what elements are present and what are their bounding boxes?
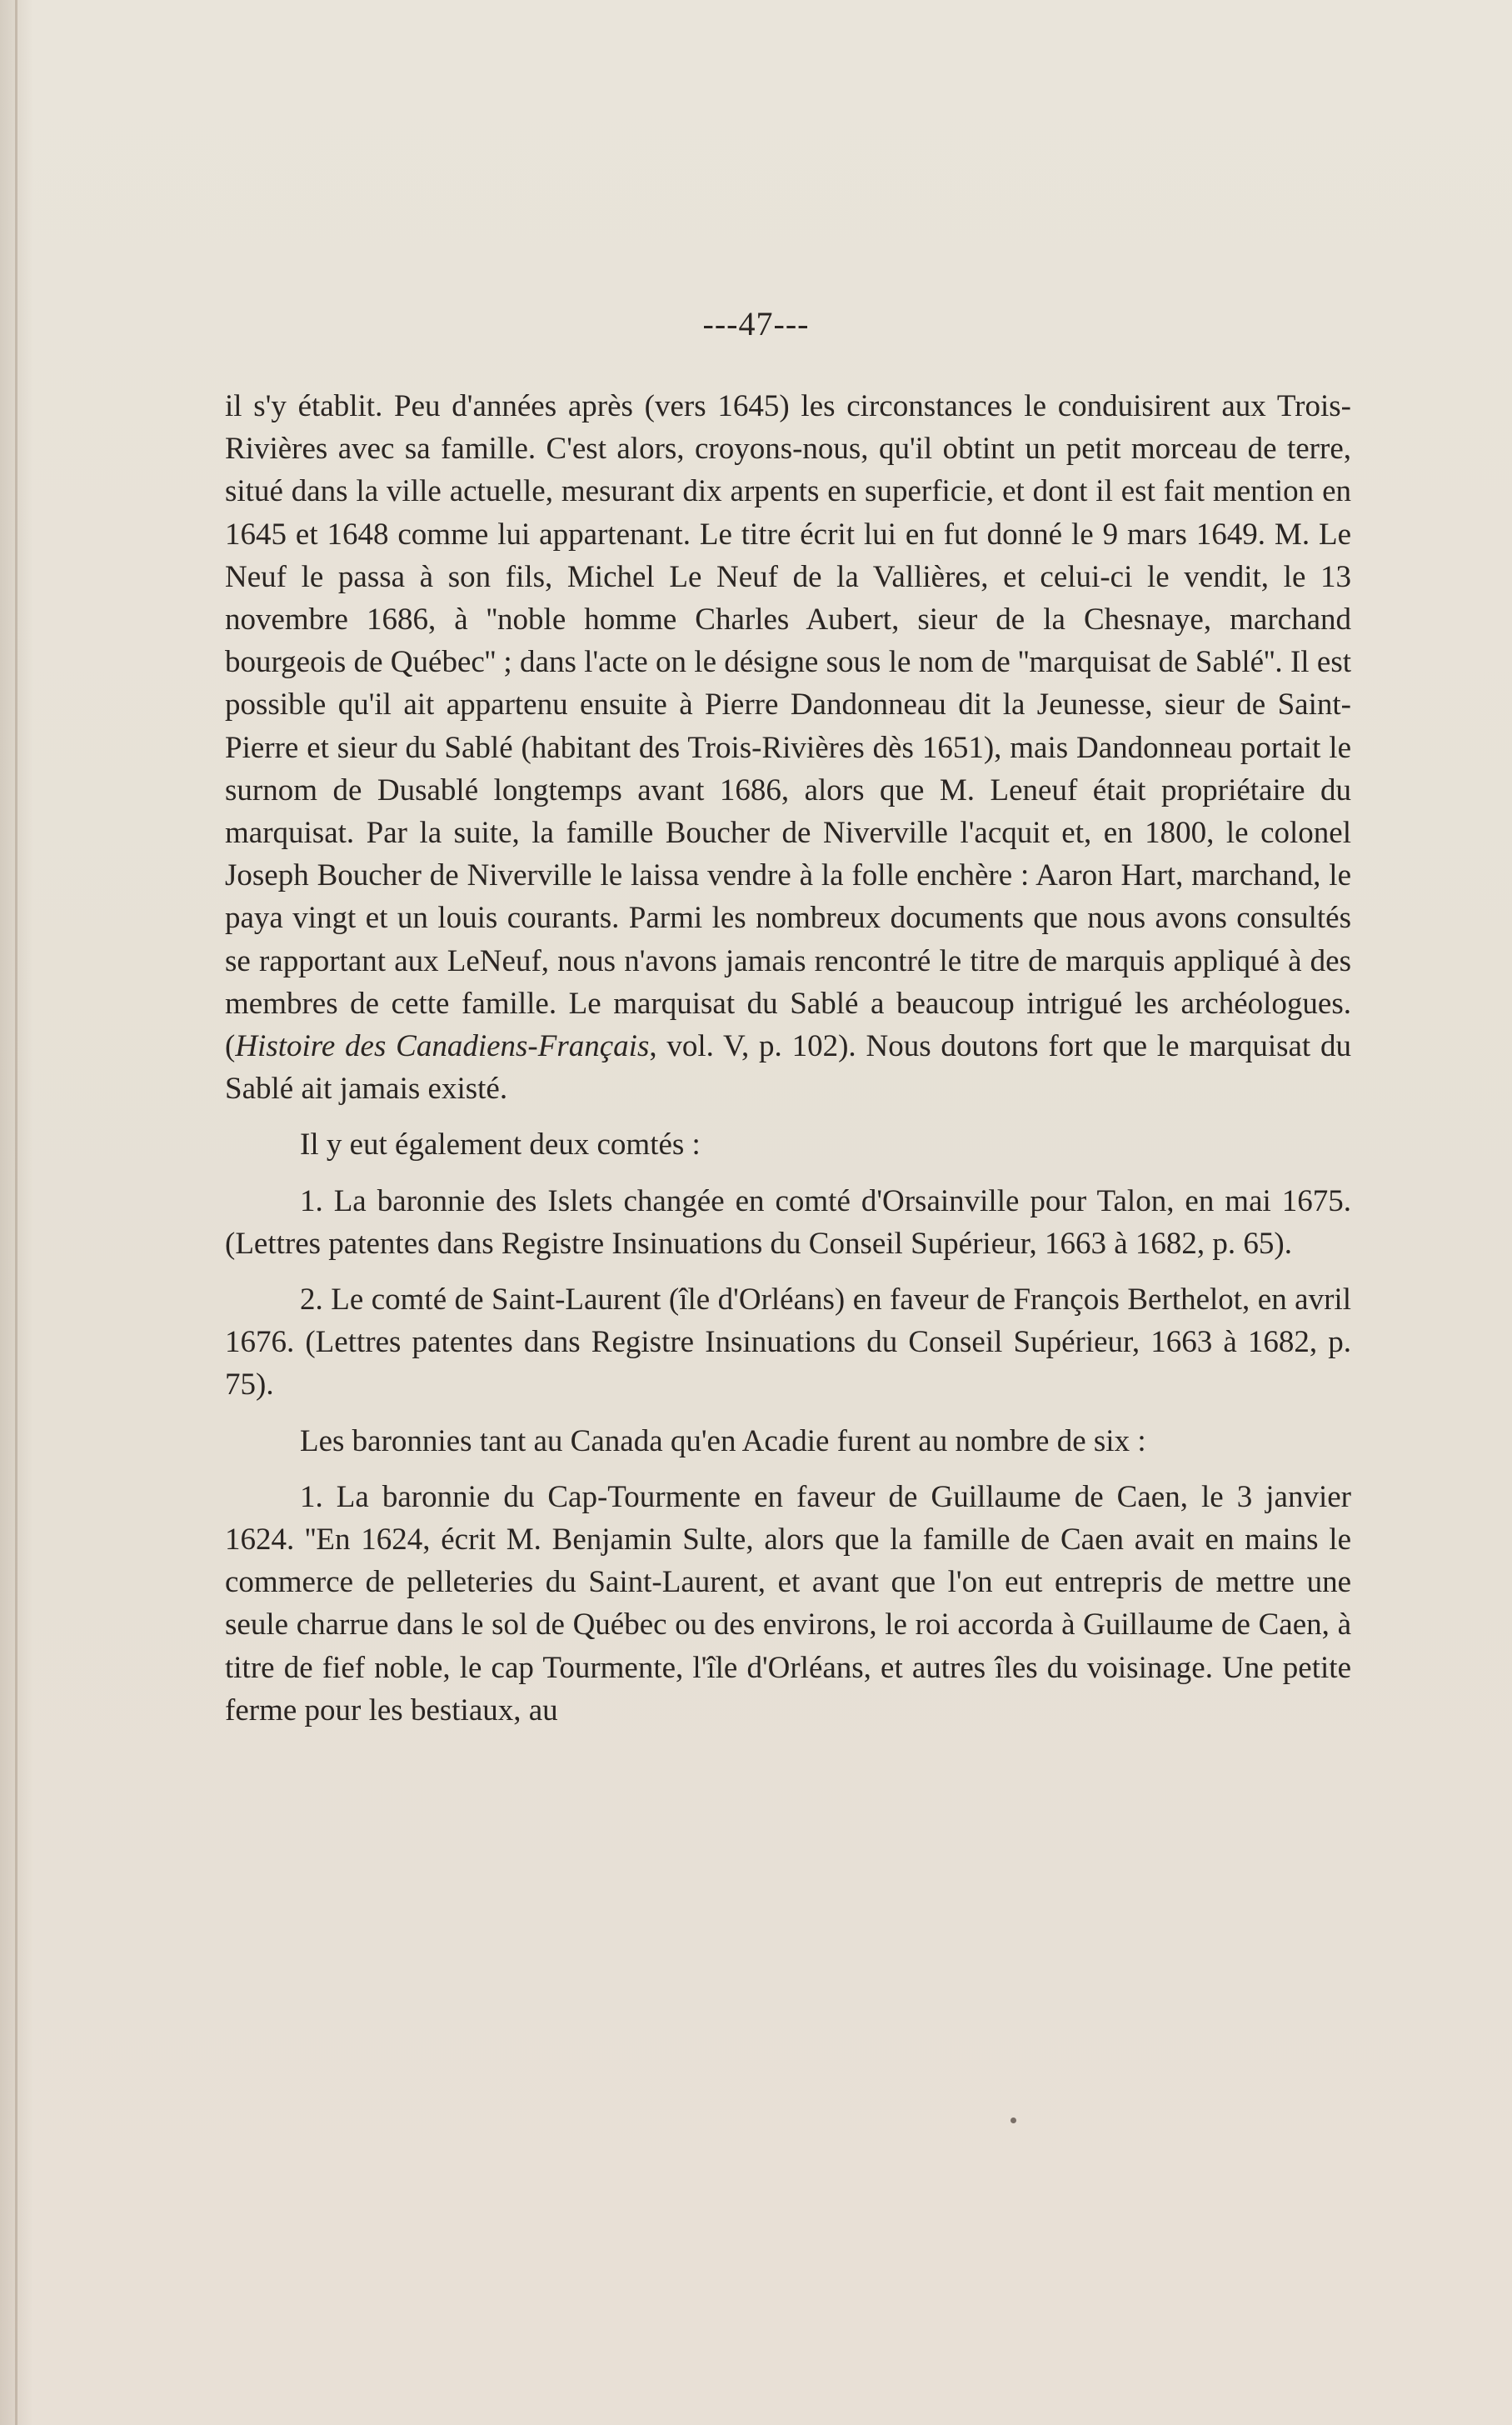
- paragraph-5: Les baronnies tant au Canada qu'en Acadie furent au nombre de six :: [300, 1423, 1146, 1458]
- book-title-italic: Histoire des Canadiens-Français: [235, 1029, 650, 1064]
- binding-edge: [15, 0, 17, 2425]
- page-number: ---47---: [702, 305, 810, 342]
- ink-speck: [1010, 2118, 1016, 2123]
- paragraph-1: [225, 385, 1351, 1110]
- paragraph-2: Il y eut également deux comtés :: [300, 1128, 701, 1162]
- paragraph-3: 1. La baronnie des Islets changée en comté d'Orsainville pour Talon, en mai 1675. (Lettres patentes dans Registre Insinuations du Conseil Supérieur, 1663 à 1682, p. 65).: [225, 1183, 1351, 1261]
- body-text: [225, 385, 1351, 1745]
- paragraph-4: 2. Le comté de Saint-Laurent (île d'Orléans) en faveur de François Berthelot, en avril 1676. (Lettres patentes dans Registre Insinuations du Conseil Supérieur, 1663 à 1682, p. 75).: [225, 1282, 1351, 1402]
- paragraph-1-end: , vol. V, p. 102). Nous doutons fort que le marquisat du Sablé ait jamais existé.: [225, 1029, 1351, 1107]
- paragraph-1-text: il s'y établit. Peu d'années après (vers 1645) les circonstances le conduisirent aux Trois-Rivières avec sa famille. C'est alors, croyons-nous, qu'il obtint un petit morceau de terre, situé dans la ville actuelle, mesurant dix arpents en superficie, et dont il est fait mention en 1645 et 1648 comme lui appartenant. Le titre écrit lui en fut donné le 9 mars 1649. M. Le Neuf le passa à son fils, Michel Le Neuf de la Vallières, et celui-ci le vendit, le 13 novembre 1686, à ''noble homme Charles Aubert, sieur de la Chesnaye, marchand bourgeois de Québec'' ; dans l'acte on le désigne sous le nom de ''marquisat de Sablé''. Il est possible qu'il ait appartenu ensuite à Pierre Dandonneau dit la Jeunesse, sieur de Saint-Pierre et sieur du Sablé (habitant des Trois-Rivières dès 1651), mais Dandonneau portait le surnom de Dusablé longtemps avant 1686, alors que M. Leneuf était propriétaire du marquisat. Par la suite, la famille Boucher de Niverville l'acquit et, en 1800, le colonel Joseph Boucher de Niverville le laissa vendre à la folle enchère : Aaron Hart, marchand, le paya vingt et un louis courants. Parmi les nombreux documents que nous avons consultés se rapportant aux LeNeuf, nous n'avons jamais rencontré le titre de marquis appliqué à des membres de cette famille. Le marquisat du Sablé a beaucoup intrigué les archéologues. (: [225, 389, 1351, 1064]
- paragraph-6: 1. La baronnie du Cap-Tourmente en faveur de Guillaume de Caen, le 3 janvier 1624. ''En 1624, écrit M. Benjamin Sulte, alors que la famille de Caen avait en mains le commerce de pelleteries du Saint-Laurent, et avant que l'on eut entrepris de mettre une seule charrue dans le sol de Québec ou des environs, le roi accorda à Guillaume de Caen, à titre de fief noble, le cap Tourmente, l'île d'Orléans, et autres îles du voisinage. Une petite ferme pour les bestiaux, au: [225, 1479, 1351, 1728]
